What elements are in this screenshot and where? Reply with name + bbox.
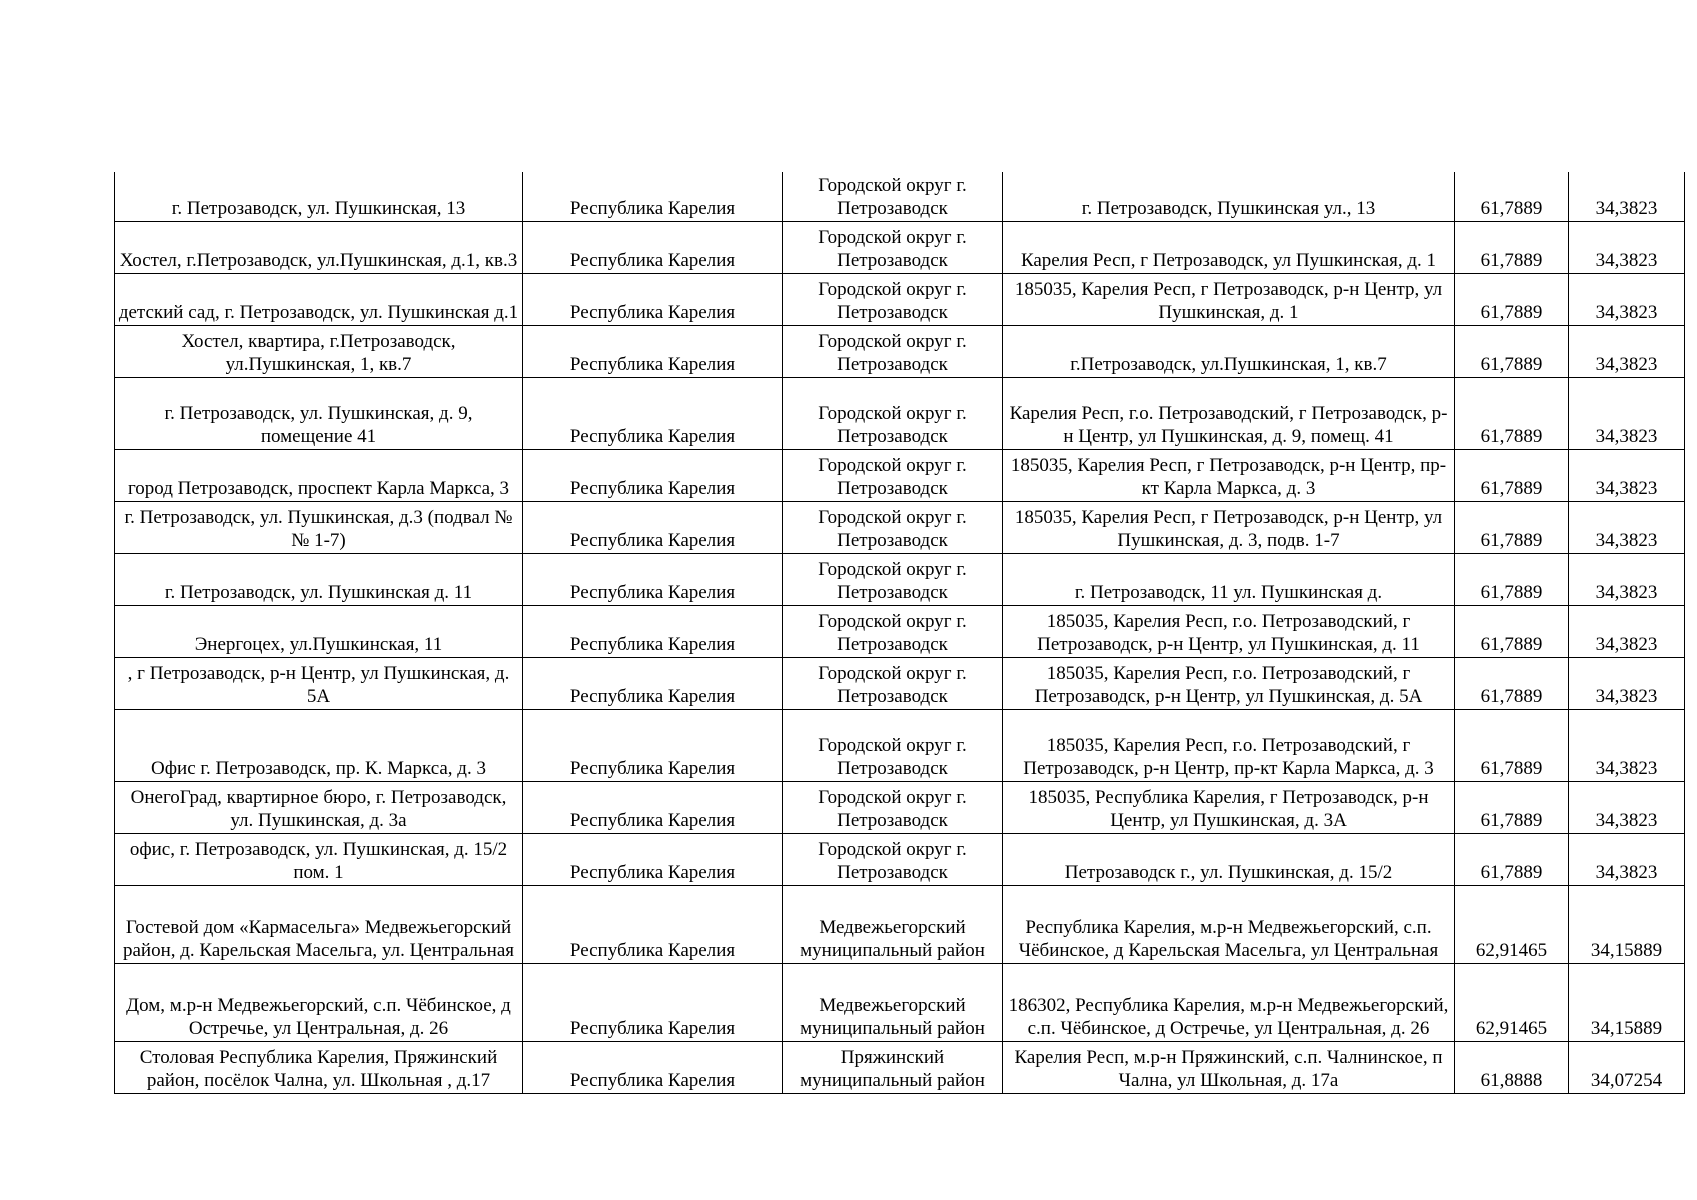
table-row — [115, 885, 1685, 963]
address-cell: 185035, Карелия Респ, г Петрозаводск, р-н Центр, ул Пушкинская, д. 1 — [1003, 273, 1455, 325]
latitude-cell: 62,91465 — [1455, 963, 1569, 1041]
object-name-cell: Хостел, г.Петрозаводск, ул.Пушкинская, д.1, кв.3 — [115, 221, 523, 273]
longitude-cell: 34,15889 — [1569, 963, 1685, 1041]
region-cell: Республика Карелия — [523, 553, 783, 605]
longitude-cell: 34,07254 — [1569, 1041, 1685, 1093]
object-name-cell: офис, г. Петрозаводск, ул. Пушкинская, д. 15/2 пом. 1 — [115, 833, 523, 885]
longitude-cell: 34,3823 — [1569, 377, 1685, 449]
address-cell: Республика Карелия, м.р-н Медвежьегорский, с.п. Чёбинское, д Карельская Масельга, ул Центральная — [1003, 885, 1455, 963]
address-cell: Петрозаводск г., ул. Пушкинская, д. 15/2 — [1003, 833, 1455, 885]
municipality-cell: Городской округ г. Петрозаводск — [783, 172, 1003, 221]
region-cell: Республика Карелия — [523, 709, 783, 781]
latitude-cell: 61,7889 — [1455, 553, 1569, 605]
region-cell: Республика Карелия — [523, 273, 783, 325]
table-row — [115, 172, 1685, 221]
municipality-cell: Городской округ г. Петрозаводск — [783, 221, 1003, 273]
object-name-cell: Энергоцех, ул.Пушкинская, 11 — [115, 605, 523, 657]
municipality-cell: Городской округ г. Петрозаводск — [783, 605, 1003, 657]
region-cell: Республика Карелия — [523, 172, 783, 221]
longitude-cell: 34,3823 — [1569, 657, 1685, 709]
longitude-cell: 34,3823 — [1569, 605, 1685, 657]
object-name-cell: Офис г. Петрозаводск, пр. К. Маркса, д. 3 — [115, 709, 523, 781]
address-table — [114, 172, 1685, 1094]
municipality-cell: Пряжинский муниципальный район — [783, 1041, 1003, 1093]
table-row — [115, 781, 1685, 833]
municipality-cell: Медвежьегорский муниципальный район — [783, 885, 1003, 963]
address-cell: 186302, Республика Карелия, м.р-н Медвежьегорский, с.п. Чёбинское, д Остречье, ул Центральная, д. 26 — [1003, 963, 1455, 1041]
address-cell: Карелия Респ, м.р-н Пряжинский, с.п. Чалнинское, п Чална, ул Школьная, д. 17а — [1003, 1041, 1455, 1093]
municipality-cell: Городской округ г. Петрозаводск — [783, 449, 1003, 501]
latitude-cell: 61,7889 — [1455, 781, 1569, 833]
region-cell: Республика Карелия — [523, 657, 783, 709]
latitude-cell: 61,8888 — [1455, 1041, 1569, 1093]
region-cell: Республика Карелия — [523, 1041, 783, 1093]
region-cell: Республика Карелия — [523, 885, 783, 963]
address-cell: 185035, Карелия Респ, г Петрозаводск, р-н Центр, ул Пушкинская, д. 3, подв. 1-7 — [1003, 501, 1455, 553]
region-cell: Республика Карелия — [523, 377, 783, 449]
object-name-cell: Хостел, квартира, г.Петрозаводск, ул.Пушкинская, 1, кв.7 — [115, 325, 523, 377]
address-cell: 185035, Карелия Респ, г.о. Петрозаводский, г Петрозаводск, р-н Центр, пр-кт Карла Маркса, д. 3 — [1003, 709, 1455, 781]
latitude-cell: 61,7889 — [1455, 657, 1569, 709]
latitude-cell: 61,7889 — [1455, 325, 1569, 377]
municipality-cell: Городской округ г. Петрозаводск — [783, 553, 1003, 605]
object-name-cell: г. Петрозаводск, ул. Пушкинская, д.3 (подвал №№ 1-7) — [115, 501, 523, 553]
table-row — [115, 1041, 1685, 1093]
longitude-cell: 34,3823 — [1569, 172, 1685, 221]
municipality-cell: Городской округ г. Петрозаводск — [783, 325, 1003, 377]
region-cell: Республика Карелия — [523, 781, 783, 833]
address-cell: 185035, Карелия Респ, г Петрозаводск, р-н Центр, пр-кт Карла Маркса, д. 3 — [1003, 449, 1455, 501]
table-row — [115, 657, 1685, 709]
latitude-cell: 61,7889 — [1455, 377, 1569, 449]
longitude-cell: 34,3823 — [1569, 709, 1685, 781]
municipality-cell: Городской округ г. Петрозаводск — [783, 709, 1003, 781]
longitude-cell: 34,15889 — [1569, 885, 1685, 963]
municipality-cell: Городской округ г. Петрозаводск — [783, 657, 1003, 709]
longitude-cell: 34,3823 — [1569, 449, 1685, 501]
object-name-cell: детский сад, г. Петрозаводск, ул. Пушкинская д.1 — [115, 273, 523, 325]
latitude-cell: 61,7889 — [1455, 501, 1569, 553]
address-cell: г.Петрозаводск, ул.Пушкинская, 1, кв.7 — [1003, 325, 1455, 377]
longitude-cell: 34,3823 — [1569, 553, 1685, 605]
latitude-cell: 61,7889 — [1455, 605, 1569, 657]
table-row — [115, 501, 1685, 553]
region-cell: Республика Карелия — [523, 449, 783, 501]
latitude-cell: 61,7889 — [1455, 833, 1569, 885]
region-cell: Республика Карелия — [523, 963, 783, 1041]
table-row — [115, 605, 1685, 657]
address-cell: г. Петрозаводск, 11 ул. Пушкинская д. — [1003, 553, 1455, 605]
region-cell: Республика Карелия — [523, 221, 783, 273]
region-cell: Республика Карелия — [523, 833, 783, 885]
latitude-cell: 61,7889 — [1455, 221, 1569, 273]
object-name-cell: ОнегоГрад, квартирное бюро, г. Петрозаводск, ул. Пушкинская, д. 3а — [115, 781, 523, 833]
latitude-cell: 61,7889 — [1455, 709, 1569, 781]
object-name-cell: Столовая Республика Карелия, Пряжинский район, посёлок Чална, ул. Школьная , д.17 — [115, 1041, 523, 1093]
address-cell: г. Петрозаводск, Пушкинская ул., 13 — [1003, 172, 1455, 221]
municipality-cell: Медвежьегорский муниципальный район — [783, 963, 1003, 1041]
object-name-cell: город Петрозаводск, проспект Карла Маркса, 3 — [115, 449, 523, 501]
municipality-cell: Городской округ г. Петрозаводск — [783, 833, 1003, 885]
longitude-cell: 34,3823 — [1569, 273, 1685, 325]
region-cell: Республика Карелия — [523, 325, 783, 377]
table-row — [115, 221, 1685, 273]
latitude-cell: 62,91465 — [1455, 885, 1569, 963]
latitude-cell: 61,7889 — [1455, 273, 1569, 325]
municipality-cell: Городской округ г. Петрозаводск — [783, 501, 1003, 553]
table-row — [115, 833, 1685, 885]
longitude-cell: 34,3823 — [1569, 221, 1685, 273]
object-name-cell: г. Петрозаводск, ул. Пушкинская, 13 — [115, 172, 523, 221]
latitude-cell: 61,7889 — [1455, 449, 1569, 501]
address-cell: Карелия Респ, г.о. Петрозаводский, г Петрозаводск, р-н Центр, ул Пушкинская, д. 9, помещ. 41 — [1003, 377, 1455, 449]
longitude-cell: 34,3823 — [1569, 781, 1685, 833]
address-cell: 185035, Карелия Респ, г.о. Петрозаводский, г Петрозаводск, р-н Центр, ул Пушкинская, д. 5А — [1003, 657, 1455, 709]
object-name-cell: г. Петрозаводск, ул. Пушкинская, д. 9, помещение 41 — [115, 377, 523, 449]
region-cell: Республика Карелия — [523, 501, 783, 553]
region-cell: Республика Карелия — [523, 605, 783, 657]
table-body — [115, 172, 1685, 1093]
table-row — [115, 553, 1685, 605]
municipality-cell: Городской округ г. Петрозаводск — [783, 273, 1003, 325]
address-cell: Карелия Респ, г Петрозаводск, ул Пушкинская, д. 1 — [1003, 221, 1455, 273]
object-name-cell: г. Петрозаводск, ул. Пушкинская д. 11 — [115, 553, 523, 605]
table-row — [115, 449, 1685, 501]
table-row — [115, 273, 1685, 325]
latitude-cell: 61,7889 — [1455, 172, 1569, 221]
object-name-cell: Гостевой дом «Кармасельга» Медвежьегорский район, д. Карельская Масельга, ул. Центральная — [115, 885, 523, 963]
longitude-cell: 34,3823 — [1569, 833, 1685, 885]
table-row — [115, 377, 1685, 449]
address-cell: 185035, Республика Карелия, г Петрозаводск, р-н Центр, ул Пушкинская, д. 3А — [1003, 781, 1455, 833]
address-cell: 185035, Карелия Респ, г.о. Петрозаводский, г Петрозаводск, р-н Центр, ул Пушкинская, д. 11 — [1003, 605, 1455, 657]
longitude-cell: 34,3823 — [1569, 325, 1685, 377]
table-row — [115, 709, 1685, 781]
longitude-cell: 34,3823 — [1569, 501, 1685, 553]
municipality-cell: Городской округ г. Петрозаводск — [783, 781, 1003, 833]
object-name-cell: , г Петрозаводск, р-н Центр, ул Пушкинская, д. 5А — [115, 657, 523, 709]
table-row — [115, 963, 1685, 1041]
municipality-cell: Городской округ г. Петрозаводск — [783, 377, 1003, 449]
object-name-cell: Дом, м.р-н Медвежьегорский, с.п. Чёбинское, д Остречье, ул Центральная, д. 26 — [115, 963, 523, 1041]
table-row — [115, 325, 1685, 377]
